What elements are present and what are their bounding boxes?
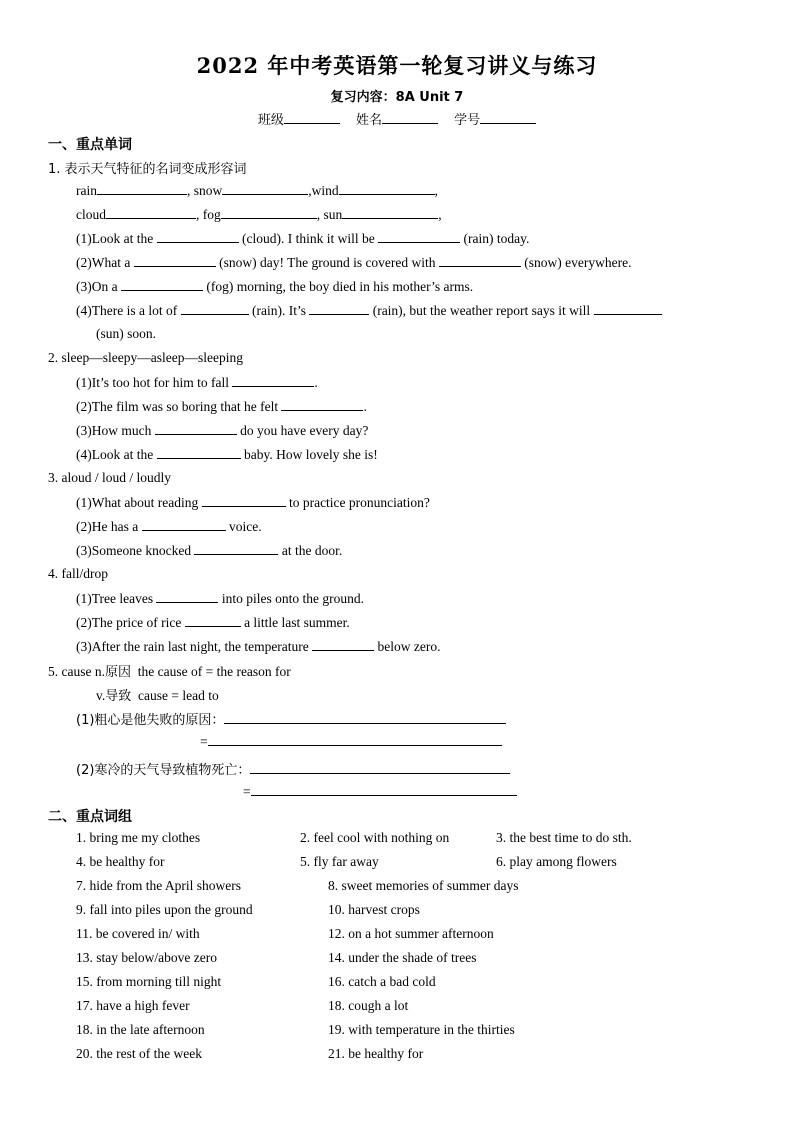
answer-blank[interactable] [378, 230, 460, 243]
phrase-item: 15. from morning till night [76, 974, 222, 989]
phrase-item: 1. bring me my clothes [76, 830, 201, 845]
question-4-3: (3)After the rain last night, the temperature below zero. [76, 639, 441, 654]
item-5-heading: 5. cause n.原因 the cause of = the reason for [48, 664, 291, 680]
answer-blank[interactable] [156, 590, 218, 603]
question-5-1-alt: = [200, 733, 502, 750]
answer-blank[interactable] [185, 614, 241, 627]
question-5-2: (2)寒冷的天气导致植物死亡： [76, 759, 510, 778]
question-2-1: (1)It’s too hot for him to fall . [76, 375, 318, 390]
answer-blank[interactable] [157, 230, 239, 243]
question-4-2: (2)The price of rice a little last summer. [76, 615, 350, 630]
class-label: 班级 [257, 113, 284, 128]
answer-blank[interactable] [594, 302, 662, 315]
answer-blank[interactable] [142, 518, 226, 531]
translation-blank[interactable] [251, 783, 517, 796]
question-4-1: (1)Tree leaves into piles onto the ground. [76, 591, 364, 606]
question-2-2: (2)The film was so boring that he felt . [76, 399, 367, 414]
blank-wind[interactable] [339, 182, 435, 195]
number-field[interactable] [454, 109, 536, 128]
question-1-1: (1)Look at the (cloud). I think it will be (rain) today. [76, 231, 530, 246]
question-5-1: (1)粗心是他失败的原因： [76, 709, 506, 728]
blank-cloud[interactable] [106, 206, 196, 219]
phrase-item: 21. be healthy for [328, 1046, 424, 1061]
word-row-1: rain , snow ,wind , [76, 183, 439, 198]
answer-blank[interactable] [155, 422, 237, 435]
word-row-2: cloud , fog , sun , [76, 207, 442, 222]
phrase-item: 13. stay below/above zero [76, 950, 217, 965]
phrase-item: 18. in the late afternoon [76, 1022, 205, 1037]
question-3-2: (2)He has a voice. [76, 519, 262, 534]
question-5-2-alt: = [243, 783, 517, 800]
blank-sun[interactable] [342, 206, 438, 219]
word-sun: sun [323, 207, 343, 222]
word-cloud: cloud [76, 207, 106, 222]
phrase-item: 10. harvest crops [328, 902, 420, 917]
phrase-item: 3. the best time to do sth. [496, 830, 632, 845]
word-snow: snow [193, 183, 223, 198]
question-1-2: (2)What a (snow) day! The ground is covered with (snow) everywhere. [76, 255, 632, 270]
item-1-heading: 1. 表示天气特征的名词变成形容词 [48, 162, 247, 177]
word-wind: wind [311, 183, 339, 198]
answer-blank[interactable] [439, 254, 521, 267]
answer-blank[interactable] [281, 398, 363, 411]
section-1-heading: 一、重点单词 [48, 137, 132, 153]
answer-blank[interactable] [309, 302, 369, 315]
phrase-item: 11. be covered in/ with [76, 926, 200, 941]
page-title: 2022 年中考英语第一轮复习讲义与练习 [196, 53, 598, 78]
phrase-item: 7. hide from the April showers [76, 878, 241, 893]
phrase-item: 19. with temperature in the thirties [328, 1022, 515, 1037]
phrase-item: 2. feel cool with nothing on [300, 830, 450, 845]
name-label: 姓名 [355, 113, 382, 128]
answer-blank[interactable] [202, 494, 286, 507]
phrase-item: 4. be healthy for [76, 854, 165, 869]
phrase-item: 9. fall into piles upon the ground [76, 902, 253, 917]
phrase-item: 8. sweet memories of summer days [328, 878, 519, 893]
answer-blank[interactable] [232, 374, 314, 387]
question-1-3: (3)On a (fog) morning, the boy died in his mother’s arms. [76, 279, 474, 294]
item-2-heading: 2. sleep—sleepy—asleep—sleeping [48, 350, 243, 365]
item-4-heading: 4. fall/drop [48, 566, 108, 581]
phrase-item: 20. the rest of the week [76, 1046, 202, 1061]
answer-blank[interactable] [194, 542, 278, 555]
question-3-1: (1)What about reading to practice pronunciation? [76, 495, 430, 510]
page-subtitle: 复习内容：8A Unit 7 [330, 90, 464, 105]
question-1-4-cont: (sun) soon. [96, 326, 156, 341]
answer-blank[interactable] [121, 278, 203, 291]
translation-blank[interactable] [224, 711, 506, 724]
item-5-line-2: v.导致 cause = lead to [96, 688, 219, 704]
blank-snow[interactable] [222, 182, 308, 195]
translation-blank[interactable] [250, 761, 510, 774]
blank-rain[interactable] [97, 182, 187, 195]
word-fog: fog [202, 207, 221, 222]
phrase-item: 17. have a high fever [76, 998, 190, 1013]
answer-blank[interactable] [312, 638, 374, 651]
student-info-row [0, 109, 794, 128]
phrase-item: 16. catch a bad cold [328, 974, 436, 989]
phrase-item: 12. on a hot summer afternoon [328, 926, 494, 941]
phrase-item: 6. play among flowers [496, 854, 617, 869]
blank-fog[interactable] [221, 206, 317, 219]
word-rain: rain [76, 183, 97, 198]
question-3-3: (3)Someone knocked at the door. [76, 543, 343, 558]
phrase-item: 18. cough a lot [328, 998, 409, 1013]
answer-blank[interactable] [157, 446, 241, 459]
number-label: 学号 [454, 113, 481, 128]
item-3-heading: 3. aloud / loud / loudly [48, 470, 171, 485]
question-2-4: (4)Look at the baby. How lovely she is! [76, 447, 378, 462]
class-field[interactable] [258, 109, 340, 128]
phrase-item: 14. under the shade of trees [328, 950, 477, 965]
answer-blank[interactable] [134, 254, 216, 267]
translation-blank[interactable] [208, 733, 502, 746]
phrase-item: 5. fly far away [300, 854, 379, 869]
question-2-3: (3)How much do you have every day? [76, 423, 369, 438]
question-1-4: (4)There is a lot of (rain). It’s (rain), but the weather report says it will [76, 302, 662, 319]
answer-blank[interactable] [181, 302, 249, 315]
name-field[interactable] [356, 109, 438, 128]
section-2-heading: 二、重点词组 [48, 809, 132, 825]
